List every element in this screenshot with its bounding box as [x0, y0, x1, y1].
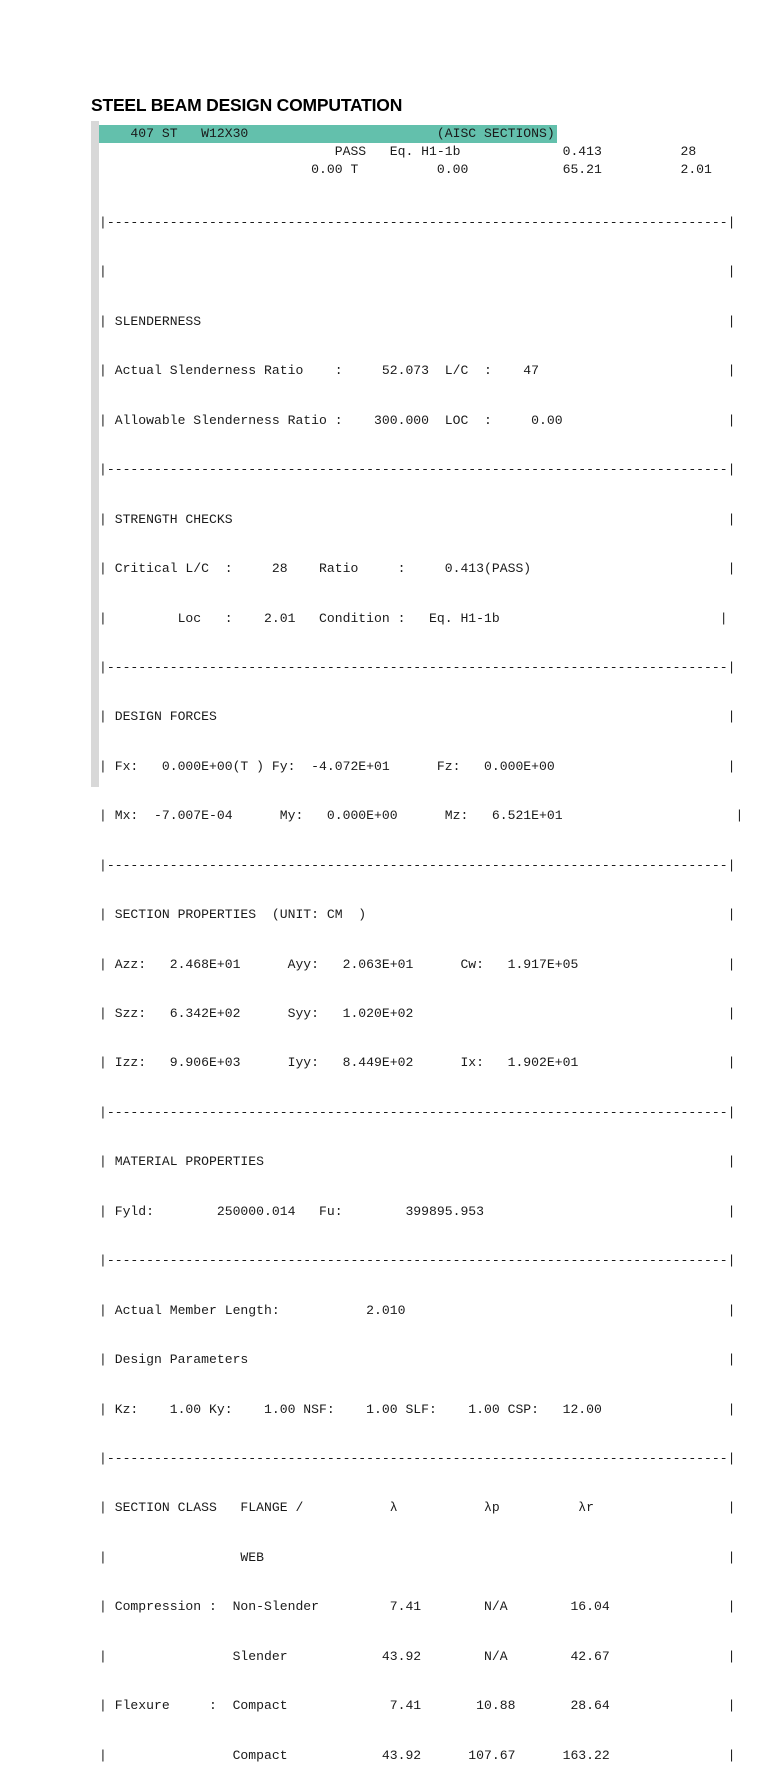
report-line: | |	[99, 264, 736, 280]
document-title: STEEL BEAM DESIGN COMPUTATION	[91, 95, 403, 115]
report-line: |-------------------------------------------------------------------------------|	[99, 1104, 736, 1120]
report-line: | Actual Slenderness Ratio : 52.073 L/C : 47 |	[99, 363, 736, 379]
report-line: | Fx: 0.000E+00(T ) Fy: -4.072E+01 Fz: 0.000E+00 |	[99, 758, 736, 774]
report-line: | Allowable Slenderness Ratio : 300.000 LOC : 0.00 |	[99, 412, 736, 428]
report-line: | Szz: 6.342E+02 Syy: 1.020E+02 |	[99, 1006, 736, 1021]
design-parameters-heading: | Design Parameters |	[99, 1352, 736, 1368]
design-forces-heading: | DESIGN FORCES |	[99, 709, 736, 725]
report-line: | Compact 43.92 107.67 163.22 |	[99, 1747, 736, 1763]
report-line: | Actual Member Length: 2.010 |	[99, 1302, 736, 1318]
section-properties-heading: | SECTION PROPERTIES (UNIT: CM ) |	[99, 907, 736, 923]
report-line: | Compression : Non-Slender 7.41 N/A 16.04 |	[99, 1599, 736, 1615]
member-header	[99, 125, 712, 179]
section-class-heading: | SECTION CLASS FLANGE / λ λp λr |	[99, 1500, 736, 1516]
member-line: 407 ST W12X30 (AISC SECTIONS)	[99, 126, 555, 141]
values-line: 0.00 T 0.00 65.21 2.01	[99, 162, 712, 177]
report-line: |-------------------------------------------------------------------------------|	[99, 462, 736, 478]
report-line: | Kz: 1.00 Ky: 1.00 NSF: 1.00 SLF: 1.00 CSP: 12.00 |	[99, 1401, 736, 1417]
report-line: | Loc : 2.01 Condition : Eq. H1-1b |	[99, 610, 728, 626]
report-line: | Fyld: 250000.014 Fu: 399895.953 |	[99, 1203, 736, 1219]
report-line: |-------------------------------------------------------------------------------|	[99, 1253, 736, 1269]
report-line: |-------------------------------------------------------------------------------|	[99, 857, 736, 873]
strength-checks-heading: | STRENGTH CHECKS |	[99, 511, 736, 527]
left-margin-bar	[91, 121, 99, 787]
slenderness-heading: | SLENDERNESS |	[99, 313, 736, 329]
report-line: |-------------------------------------------------------------------------------|	[99, 1450, 736, 1466]
report-line: | Mx: -7.007E-04 My: 0.000E+00 Mz: 6.521E+01 |	[99, 808, 744, 824]
report-line: | Izz: 9.906E+03 Iyy: 8.449E+02 Ix: 1.902E+01 |	[99, 1055, 736, 1071]
computation-report	[99, 183, 743, 1780]
report-line: | Azz: 2.468E+01 Ayy: 2.063E+01 Cw: 1.917E+05 |	[99, 956, 736, 972]
status-line: PASS Eq. H1-1b 0.413 28	[99, 144, 697, 159]
report-line: |-------------------------------------------------------------------------------|	[99, 215, 736, 230]
report-line: | Slender 43.92 N/A 42.67 |	[99, 1648, 736, 1664]
material-properties-heading: | MATERIAL PROPERTIES |	[99, 1154, 736, 1170]
report-line: |-------------------------------------------------------------------------------|	[99, 659, 736, 675]
report-line: | Flexure : Compact 7.41 10.88 28.64 |	[99, 1698, 736, 1714]
report-line: | Critical L/C : 28 Ratio : 0.413(PASS) |	[99, 561, 736, 577]
report-line: | WEB |	[99, 1549, 736, 1565]
